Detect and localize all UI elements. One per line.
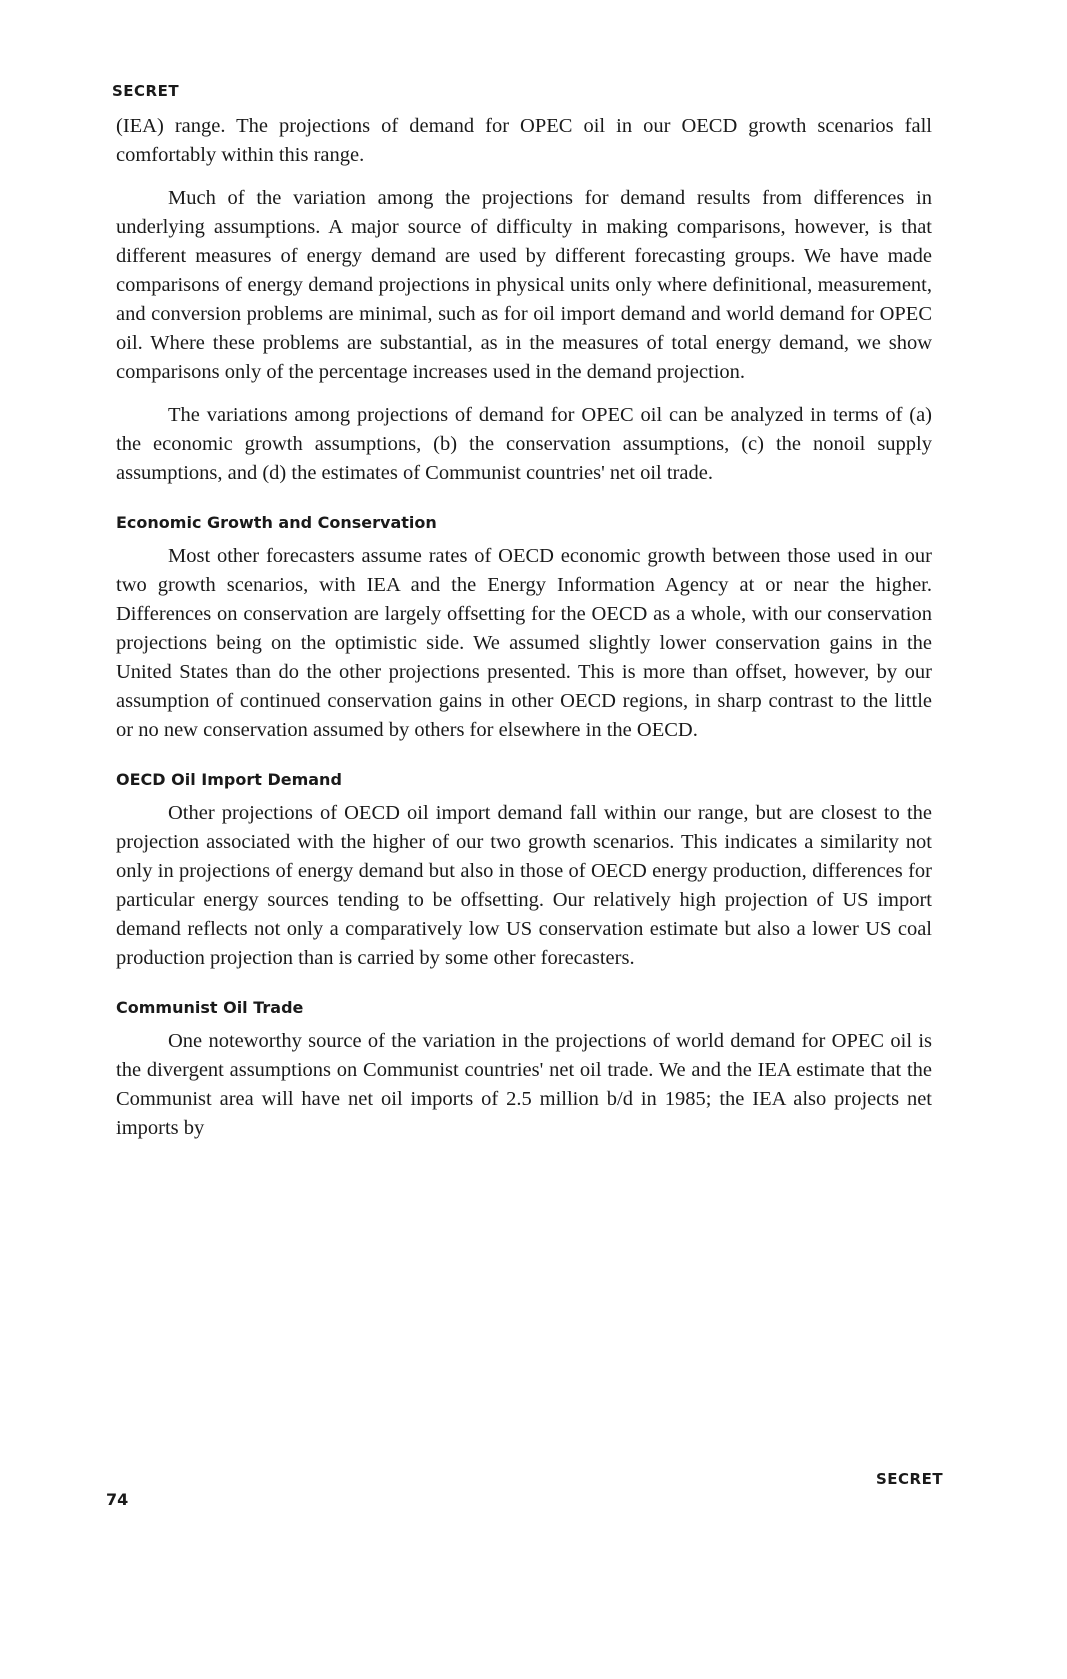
classification-footer: SECRET bbox=[876, 1470, 944, 1488]
body-text bbox=[116, 112, 932, 1143]
section-heading-economic-growth: Economic Growth and Conservation bbox=[116, 513, 437, 532]
section-heading-communist-trade: Communist Oil Trade bbox=[116, 998, 304, 1017]
paragraph-continued: (IEA) range. The projections of demand for OPEC oil in our OECD growth scenarios fall comfortably within this range. bbox=[116, 115, 932, 166]
paragraph-variations-analysis: The variations among projections of demand for OPEC oil can be analyzed in terms of (a) the economic growth assumptions, (b) the conservation assumptions, (c) the nonoil supply assumptions, and (d) the estimates of Communist countries' net oil trade. bbox=[116, 404, 932, 484]
section-heading-oecd-import: OECD Oil Import Demand bbox=[116, 770, 342, 789]
paragraph-demand-variation: Much of the variation among the projections for demand results from differences in underlying assumptions. A major source of difficulty in making comparisons, however, is that different measures of energy demand are used by different forecasting groups. We have made comparisons of energy demand projections in physical units only where definitional, measurement, and conversion problems are minimal, such as for oil import demand and world demand for OPEC oil. Where these problems are substantial, as in the measures of total energy demand, we show comparisons only of the percentage increases used in the demand projection. bbox=[116, 187, 932, 383]
paragraph-communist-trade: One noteworthy source of the variation in the projections of world demand for OPEC oil is the divergent assumptions on Communist countries' net oil trade. We and the IEA estimate that the Communist area will have net oil imports of 2.5 million b/d in 1985; the IEA also projects net imports by bbox=[116, 1030, 932, 1139]
paragraph-oecd-import: Other projections of OECD oil import demand fall within our range, but are closest to the projection associated with the higher of our two growth scenarios. This indicates a similarity not only in projections of energy demand but also in those of OECD energy production, differences for particular energy sources tending to be offsetting. Our relatively high projection of US import demand reflects not only a comparatively low US conservation estimate but also a lower US coal production projection than is carried by some other forecasters. bbox=[116, 802, 932, 969]
paragraph-economic-growth: Most other forecasters assume rates of OECD economic growth between those used in our two growth scenarios, with IEA and the Energy Information Agency at or near the higher. Differences on conservation are largely offsetting for the OECD as a whole, with our conservation projections being on the optimistic side. We assumed slightly lower conservation gains in the United States than do the other projections presented. This is more than offset, however, by our assumption of continued conservation gains in other OECD regions, in sharp contrast to the little or no new conservation assumed by others for elsewhere in the OECD. bbox=[116, 545, 932, 741]
classification-header: SECRET bbox=[112, 82, 180, 100]
page-number: 74 bbox=[106, 1490, 129, 1509]
